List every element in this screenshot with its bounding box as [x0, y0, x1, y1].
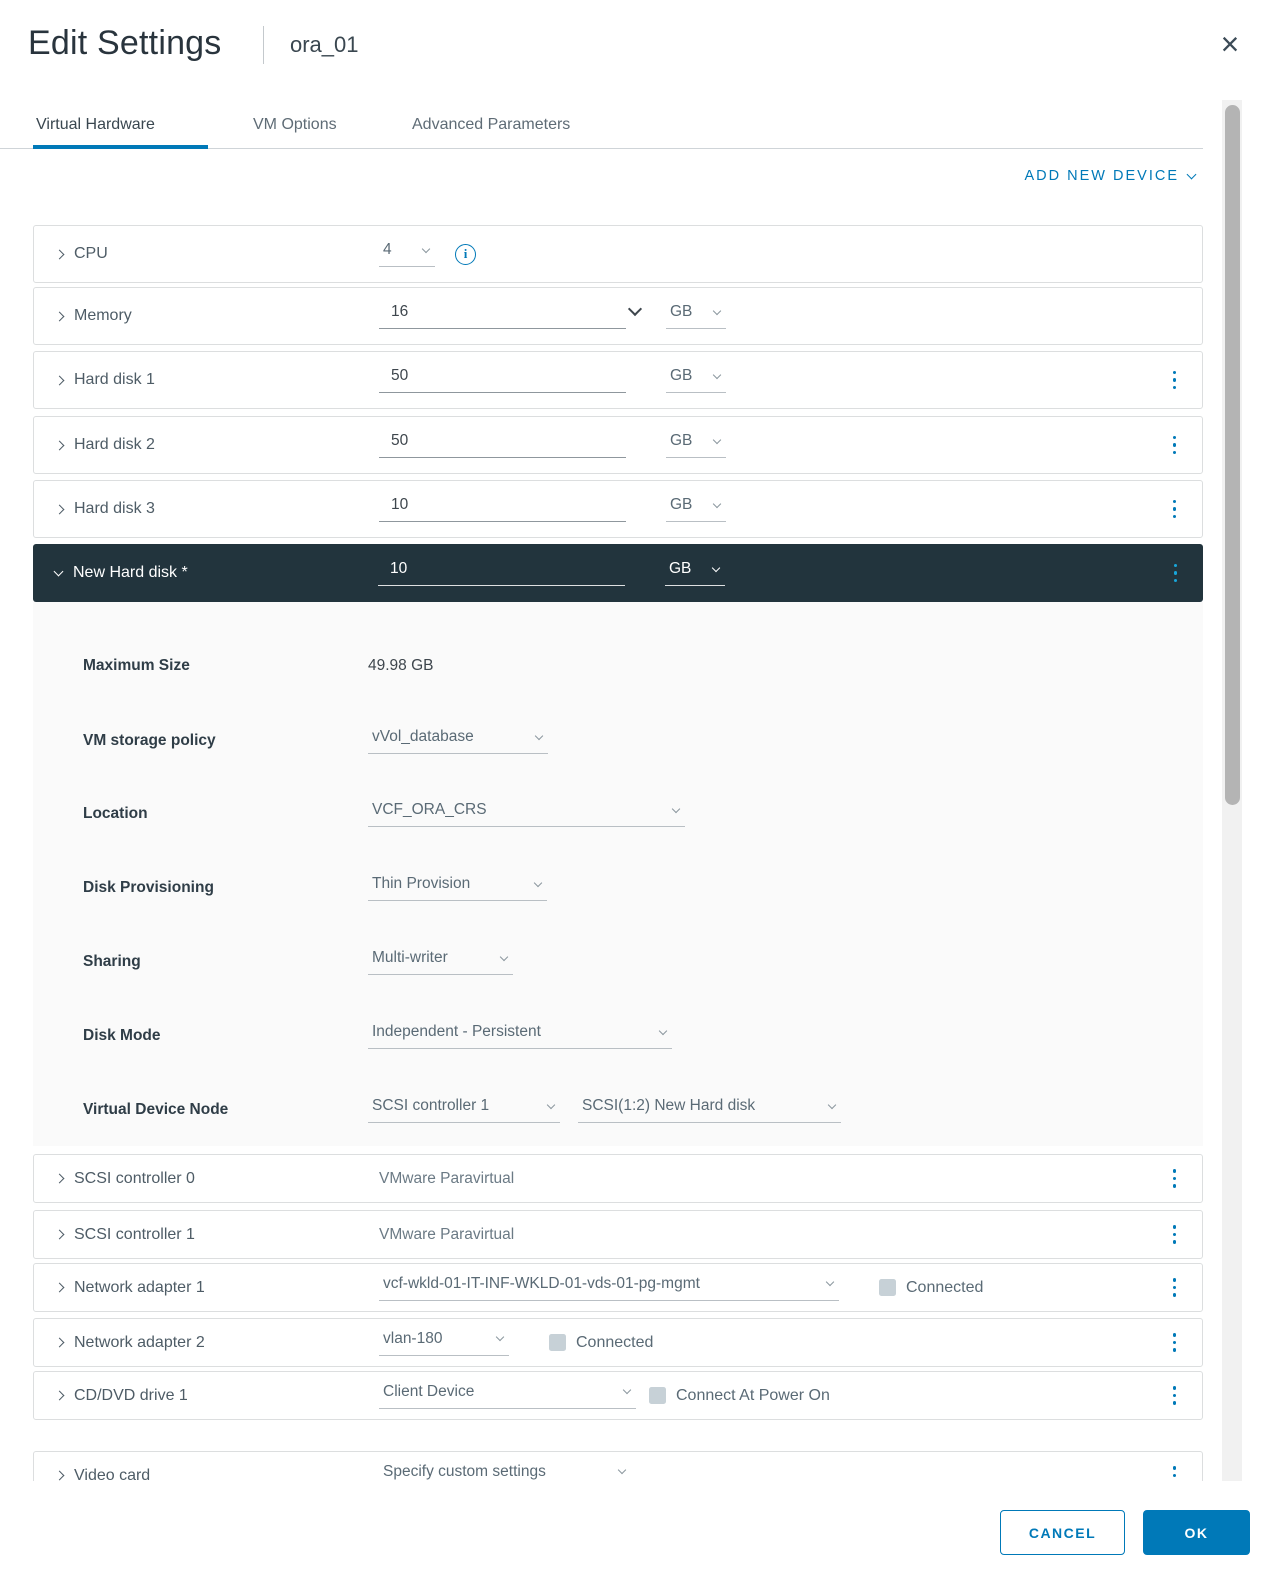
chevron-down-icon	[496, 1333, 504, 1341]
scrollbar-thumb[interactable]	[1225, 105, 1240, 805]
vm-name: ora_01	[290, 32, 359, 57]
maximum-size-value: 49.98 GB	[368, 657, 434, 674]
cpu-label: CPU	[74, 245, 108, 262]
row-hard-disk-3	[33, 480, 1203, 538]
detail-disk-mode	[33, 1016, 1203, 1056]
vm-storage-policy-label: VM storage policy	[83, 732, 216, 749]
hard-disk-2-unit-value: GB	[670, 432, 693, 449]
expand-chevron-icon[interactable]	[55, 375, 65, 385]
disk-mode-value: Independent - Persistent	[372, 1023, 541, 1040]
chevron-down-icon	[713, 370, 721, 378]
expand-chevron-icon[interactable]	[55, 311, 65, 321]
detail-location	[33, 794, 1203, 834]
scsi-node-value: SCSI(1:2) New Hard disk	[582, 1097, 756, 1114]
collapse-chevron-icon[interactable]	[54, 567, 64, 577]
tab-advanced-parameters[interactable]: Advanced Parameters	[412, 116, 571, 133]
expand-chevron-icon[interactable]	[55, 1230, 65, 1240]
kebab-menu-icon[interactable]	[1169, 1274, 1181, 1301]
chevron-down-icon	[826, 1278, 834, 1286]
chevron-down-icon	[828, 1100, 836, 1108]
row-memory	[33, 287, 1203, 345]
new-hard-disk-unit-select[interactable]	[665, 560, 725, 586]
chevron-down-icon	[534, 878, 542, 886]
row-scsi-controller-0	[33, 1154, 1203, 1203]
row-network-adapter-1	[33, 1263, 1203, 1312]
chevron-down-icon	[535, 731, 543, 739]
scsi-node-select[interactable]	[578, 1097, 841, 1123]
dialog-title: Edit Settings	[28, 24, 222, 62]
row-cd-dvd-drive-1	[33, 1371, 1203, 1420]
disk-provisioning-select[interactable]	[368, 875, 547, 901]
video-card-value: Specify custom settings	[383, 1462, 546, 1480]
detail-disk-provisioning	[33, 868, 1203, 908]
sharing-value: Multi-writer	[372, 949, 448, 966]
hard-disk-3-label: Hard disk 3	[74, 500, 155, 517]
location-label: Location	[83, 805, 148, 822]
video-card-label: Video card	[74, 1466, 151, 1481]
cd-dvd-connect-at-power-on-checkbox[interactable]	[649, 1387, 666, 1404]
scrollbar-track[interactable]	[1222, 100, 1242, 1481]
location-value: VCF_ORA_CRS	[372, 801, 487, 818]
expand-chevron-icon[interactable]	[55, 249, 65, 259]
scsi-controller-1-value: VMware Paravirtual	[379, 1225, 515, 1243]
new-hard-disk-size-input[interactable]	[378, 560, 625, 586]
cd-dvd-connect-at-power-on-label: Connect At Power On	[676, 1386, 830, 1404]
chevron-down-icon	[713, 435, 721, 443]
hard-disk-3-size-input[interactable]	[379, 496, 626, 522]
chevron-down-icon	[672, 804, 680, 812]
kebab-menu-icon[interactable]	[1169, 1165, 1181, 1192]
cpu-count-select[interactable]	[379, 241, 435, 267]
hard-disk-3-unit-value: GB	[670, 496, 693, 513]
hard-disk-2-unit-select[interactable]	[666, 432, 726, 458]
network-adapter-2-connected-checkbox[interactable]	[549, 1334, 566, 1351]
new-hard-disk-label: New Hard disk *	[73, 564, 188, 581]
expand-chevron-icon[interactable]	[55, 440, 65, 450]
chevron-down-icon	[713, 306, 721, 314]
expand-chevron-icon[interactable]	[55, 1391, 65, 1401]
expand-chevron-icon[interactable]	[55, 1283, 65, 1293]
cd-dvd-drive-1-select[interactable]	[379, 1383, 636, 1409]
hard-disk-1-label: Hard disk 1	[74, 371, 155, 388]
network-adapter-1-connected-label: Connected	[906, 1278, 984, 1296]
memory-size-input[interactable]	[379, 303, 626, 329]
kebab-menu-icon[interactable]	[1169, 1221, 1181, 1248]
kebab-menu-icon[interactable]	[1169, 1329, 1181, 1356]
chevron-down-icon	[422, 244, 430, 252]
network-adapter-2-label: Network adapter 2	[74, 1333, 205, 1351]
detail-virtual-device-node	[33, 1090, 1203, 1130]
kebab-menu-icon[interactable]	[1169, 1382, 1181, 1409]
virtual-device-node-label: Virtual Device Node	[83, 1101, 229, 1118]
detail-vm-storage-policy	[33, 721, 1203, 761]
hard-disk-1-unit-value: GB	[670, 367, 693, 384]
add-new-device-label: ADD NEW DEVICE	[1024, 168, 1179, 184]
disk-provisioning-value: Thin Provision	[372, 875, 471, 892]
maximum-size-label: Maximum Size	[83, 657, 190, 674]
scsi-controller-0-label: SCSI controller 0	[74, 1169, 195, 1187]
video-card-select[interactable]	[379, 1463, 631, 1482]
chevron-down-icon	[623, 1386, 631, 1394]
detail-maximum-size	[33, 646, 1203, 686]
chevron-down-icon	[712, 563, 720, 571]
chevron-down-icon	[713, 499, 721, 507]
new-hard-disk-unit-value: GB	[669, 560, 692, 577]
expand-chevron-icon[interactable]	[55, 1174, 65, 1184]
row-new-hard-disk	[33, 544, 1203, 602]
cd-dvd-drive-1-value: Client Device	[383, 1382, 475, 1400]
row-hard-disk-1	[33, 351, 1203, 409]
network-adapter-2-portgroup-value: vlan-180	[383, 1329, 443, 1347]
row-video-card	[33, 1451, 1203, 1481]
tab-vm-options[interactable]: VM Options	[253, 116, 337, 133]
chevron-down-icon	[547, 1100, 555, 1108]
sharing-select[interactable]	[368, 949, 513, 975]
network-adapter-1-connected-checkbox[interactable]	[879, 1279, 896, 1296]
cpu-count-value: 4	[383, 241, 392, 258]
row-scsi-controller-1	[33, 1210, 1203, 1259]
cd-dvd-drive-1-label: CD/DVD drive 1	[74, 1386, 188, 1404]
memory-unit-select[interactable]	[666, 303, 726, 329]
kebab-menu-icon[interactable]	[1169, 367, 1181, 394]
row-network-adapter-2	[33, 1318, 1203, 1367]
hard-disk-2-size-input[interactable]	[379, 432, 626, 458]
memory-combo-chevron-icon[interactable]	[628, 302, 642, 316]
scsi-controller-select[interactable]	[368, 1097, 560, 1123]
row-cpu	[33, 225, 1203, 283]
detail-sharing	[33, 942, 1203, 982]
network-adapter-2-connected-label: Connected	[576, 1333, 654, 1351]
hard-disk-1-size-input[interactable]	[379, 367, 626, 393]
chevron-down-icon	[618, 1466, 626, 1474]
hard-disk-2-label: Hard disk 2	[74, 436, 155, 453]
kebab-menu-icon[interactable]	[1169, 1462, 1181, 1481]
memory-unit-value: GB	[670, 303, 693, 320]
kebab-menu-icon[interactable]	[1169, 496, 1181, 523]
scsi-controller-0-value: VMware Paravirtual	[379, 1169, 515, 1187]
new-hard-disk-details-panel	[33, 602, 1203, 1146]
memory-label: Memory	[74, 307, 132, 324]
hard-disk-1-unit-select[interactable]	[666, 367, 726, 393]
expand-chevron-icon[interactable]	[55, 1338, 65, 1348]
expand-chevron-icon[interactable]	[55, 1471, 65, 1481]
vm-storage-policy-value: vVol_database	[372, 728, 474, 745]
kebab-menu-icon[interactable]	[1169, 432, 1181, 459]
scsi-controller-1-label: SCSI controller 1	[74, 1225, 195, 1243]
chevron-down-icon	[500, 952, 508, 960]
hard-disk-3-unit-select[interactable]	[666, 496, 726, 522]
vm-storage-policy-select[interactable]	[368, 728, 548, 754]
expand-chevron-icon[interactable]	[55, 504, 65, 514]
sharing-label: Sharing	[83, 953, 141, 970]
disk-provisioning-label: Disk Provisioning	[83, 879, 214, 896]
ok-button[interactable]: OK	[1143, 1510, 1250, 1555]
scsi-controller-value: SCSI controller 1	[372, 1097, 490, 1114]
tab-virtual-hardware[interactable]: Virtual Hardware	[36, 116, 155, 133]
row-hard-disk-2	[33, 416, 1203, 474]
kebab-menu-icon[interactable]	[1170, 560, 1182, 587]
cancel-button[interactable]: CANCEL	[1000, 1510, 1125, 1555]
network-adapter-1-portgroup-value: vcf-wkld-01-IT-INF-WKLD-01-vds-01-pg-mgmt	[383, 1274, 700, 1292]
disk-mode-label: Disk Mode	[83, 1027, 161, 1044]
location-select[interactable]	[368, 801, 685, 827]
info-icon[interactable]: i	[455, 244, 476, 265]
network-adapter-1-label: Network adapter 1	[74, 1278, 205, 1296]
close-icon[interactable]: ×	[1220, 26, 1240, 62]
disk-mode-select[interactable]	[368, 1023, 672, 1049]
chevron-down-icon	[659, 1026, 667, 1034]
network-adapter-2-portgroup-select[interactable]	[379, 1330, 509, 1356]
network-adapter-1-portgroup-select[interactable]	[379, 1275, 839, 1301]
